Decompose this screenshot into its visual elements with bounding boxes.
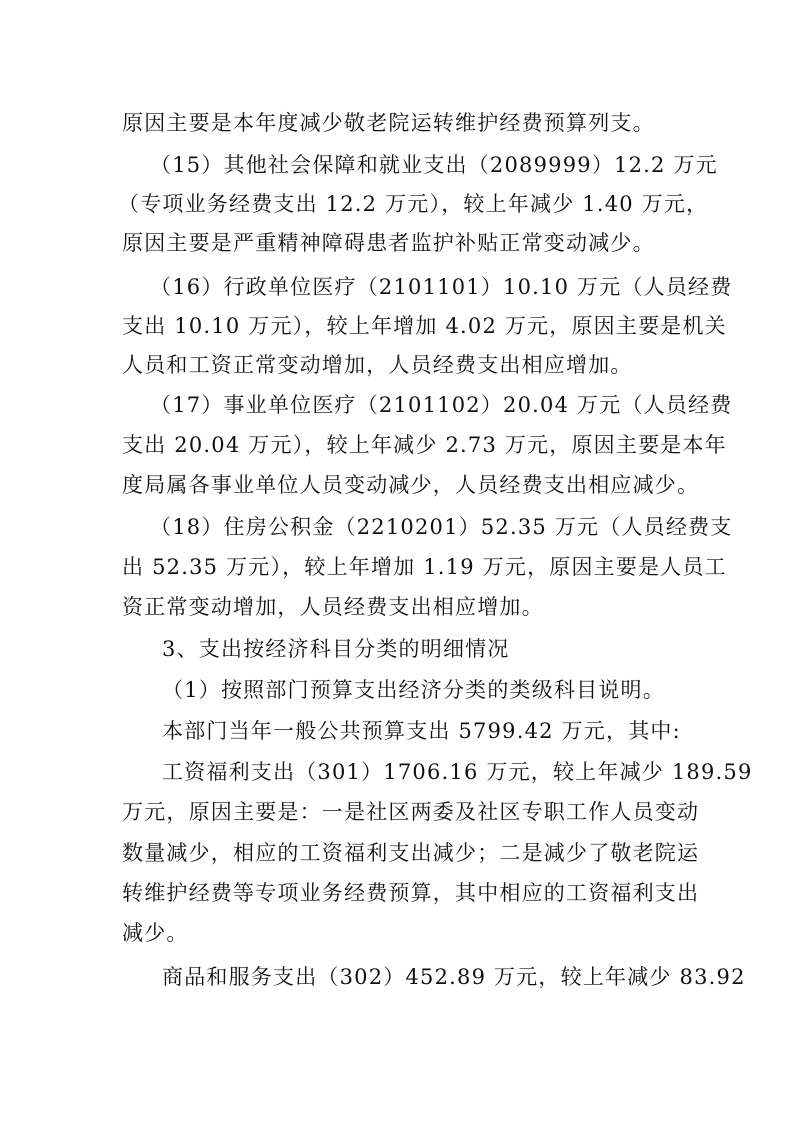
text-line: 支出 20.04 万元），较上年减少 2.73 万元，原因主要是本年 [122, 433, 727, 457]
text-line: （1）按照部门预算支出经济分类的类级科目说明。 [162, 678, 665, 702]
text-line: 原因主要是严重精神障碍患者监护补贴正常变动减少。 [122, 231, 655, 255]
text-line: 本部门当年一般公共预算支出 5799.42 万元，其中: [162, 719, 681, 743]
text-line: （16）行政单位医疗（2101101）10.10 万元（人员经费 [150, 275, 733, 299]
text-line: 原因主要是本年度减少敬老院运转维护经费预算列支。 [122, 111, 655, 135]
section-heading: 3、支出按经济科目分类的明细情况 [162, 637, 510, 661]
text-line: 工资福利支出（301）1706.16 万元，较上年减少 189.59 [162, 760, 753, 784]
text-line: 商品和服务支出（302）452.89 万元，较上年减少 83.92 [162, 965, 746, 989]
text-line: 度局属各事业单位人员变动减少，人员经费支出相应减少。 [122, 473, 700, 497]
text-line: 人员和工资正常变动增加，人员经费支出相应增加。 [122, 353, 633, 377]
text-line: （专项业务经费支出 12.2 万元），较上年减少 1.40 万元， [118, 192, 709, 216]
text-line: 支出 10.10 万元），较上年增加 4.02 万元，原因主要是机关 [122, 314, 727, 338]
text-line: 数量减少，相应的工资福利支出减少；二是减少了敬老院运 [122, 841, 700, 865]
text-line: （15）其他社会保障和就业支出（2089999）12.2 万元 [150, 153, 718, 177]
text-line: 出 52.35 万元），较上年增加 1.19 万元，原因主要是人员工 [122, 555, 727, 579]
text-line: （18）住房公积金（2210201）52.35 万元（人员经费支 [150, 515, 733, 539]
text-line: 转维护经费等专项业务经费预算，其中相应的工资福利支出 [122, 881, 700, 905]
text-line: 减少。 [122, 921, 189, 945]
text-line: （17）事业单位医疗（2101102）20.04 万元（人员经费 [150, 393, 733, 417]
text-line: 万元，原因主要是：一是社区两委及社区专职工作人员变动 [122, 800, 700, 824]
text-line: 资正常变动增加，人员经费支出相应增加。 [122, 595, 544, 619]
